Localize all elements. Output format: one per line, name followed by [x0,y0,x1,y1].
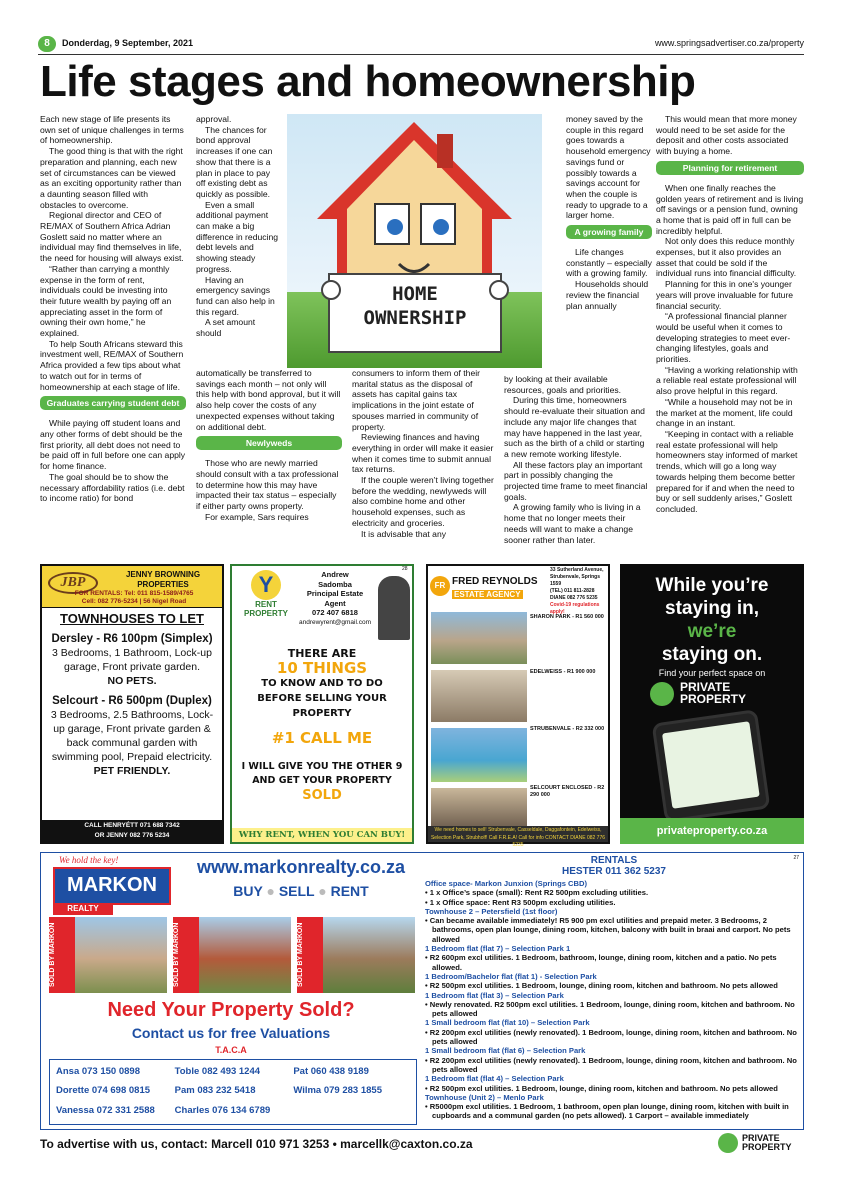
fr-logo: FR [430,576,450,596]
listing-item: • Newly renovated. R2 500pm excl utilities. 1 Bedroom, lounge, dining room, kitchen and bathroom. No pets allowed [425,999,795,1019]
fr-listing-3: STRUBENVALE - R2 332 000 [530,726,605,732]
pp-brand [680,681,746,705]
agent-contact[interactable]: Dorette 074 698 0815 [56,1085,151,1097]
fr-footer: We need homes to sell! Strubenvale, Casseldale, Daggafontein, Edelweiss, Selection Park, Strubholf! Call F.R.E.A! Call for info CONTACT DIANE 082 776 5235 [428,826,608,842]
ten-things: 10 THINGS [276,659,368,677]
article-column-2-bottom [196,368,342,556]
pp-find: Find your perfect space on [658,668,766,678]
jbp-listing-2-desc: 3 Bedrooms, 2.5 Bathrooms, Lock-up garage, Front private garden & back communal garden with swimming pool, Prepaid electricity. [50,709,214,763]
fr-agency: ESTATE AGENCY [454,590,521,599]
markon-hold: We hold the key! [59,855,119,865]
listing-heading: 1 Bedroom/Bachelor flat (flat 1) - Selection Park [425,971,597,981]
ad-private-property[interactable] [620,564,804,844]
article-column-5 [656,114,804,556]
paragraph: Each new stage of life presents its own set of unique challenges in terms of homeownership. [40,114,184,146]
agent-contact[interactable]: Toble 082 493 1244 [174,1066,261,1077]
y-rent-logo [236,568,296,638]
phone-icon [652,709,771,823]
markon-realty-tag: REALTY [53,903,113,915]
header-rule [38,54,804,55]
markon-agents-grid [49,1059,417,1125]
paragraph: When one finally reaches the golden years of retirement and is living off savings or a pension fund, owning a home that is paid off in full can be incredibly helpful. [656,182,804,236]
paragraph: A growing family who is living in a home that no longer meets their needs will want to make a change sooner rather than later. [504,502,641,545]
ad-ref: 28 [402,566,408,572]
paragraph: Households should review the financial plan annually [566,279,649,311]
paragraph: The goal should be to show the necessary affordability ratios (i.e. debt to income ratio) for bond [40,471,185,504]
buy-sell-rent: BUY ● SELL ● RENT [233,883,369,899]
advertise-footer: To advertise with us, contact: Marcell 010 971 3253 • marcellk@caxton.co.za [40,1137,473,1151]
pp-footer-icon [718,1133,738,1153]
fr-listing-2: EDELWEISS - R1 900 000 [530,669,596,675]
jbp-call-2: OR JENNY 082 776 5234 [94,832,170,839]
jbp-listing-1: Dersley - R6 100pm (Simplex) [51,633,213,645]
paragraph: money saved by the couple in this regard goes towards a household emergency savings fund or possibly towards a savings account for when the couple is ready to upgrade to a larger home. [566,114,651,221]
agent-name-2: Sadomba [318,579,352,589]
paragraph: To help South Africans steward this investment well, RE/MAX of Southern Africa provided a few tips about what to watch out for in terms of homeownership at each stage of life. [40,338,184,392]
subheading-retirement: Planning for retirement [656,161,804,175]
pp-brand-2: PROPERTY [680,692,747,706]
paragraph: “Having a working relationship with a reliable real estate professional will also prove helpful in this regard. [656,364,798,397]
jbp-listing-2: Selcourt - R6 500pm (Duplex) [52,695,212,707]
pp-footer-brand-1: PRIVATE [742,1133,780,1143]
paragraph: The chances for bond approval increases if one can show that there is a plan in place to pay off existing debt as quickly as possible. [196,124,273,199]
listing-item: • R2 200pm excl utilities (newly renovated). 1 Bedroom, lounge, dining room, kitchen and bathroom. No pets allowed [425,1055,797,1074]
listing-heading: 1 Small bedroom flat (flat 6) – Selection Park [425,1046,586,1056]
ad-markon-realty[interactable] [40,852,804,1130]
jbp-name-1: JENNY BROWNING [125,570,201,579]
subheading-growing-family: A growing family [566,225,652,239]
paragraph: Those who are newly married should consult with a tax professional to determine how this may have impacted their tax status – especially if either party owns property. [196,458,339,512]
pp-logo-icon [650,682,674,706]
markon-ref: 27 [793,855,799,861]
article-column-4-bottom [504,374,650,556]
agent-contact[interactable]: Pam 083 232 5418 [174,1085,256,1097]
agent-role-1: Principal Estate [306,589,364,598]
image-caption: HOME OWNERSHIP [363,283,467,329]
buy-label: BUY [233,883,263,899]
pp-url[interactable]: privateproperty.co.za [620,818,804,844]
pp-footer-brand [742,1134,792,1152]
fr-diane[interactable]: DIANE 082 776 5235 [550,595,598,601]
jbp-name [104,570,222,590]
paragraph: A set amount should [196,317,256,339]
pp-line-2: staying in, [665,598,759,619]
page-number: 8 [38,36,56,52]
paragraph: Reviewing finances and having everything in order will make it easier when it comes time to submit annual tax returns. [352,432,494,475]
listing-item: • 1 x Office space: Rent R3 500pm excluding utilities. [425,897,616,907]
article-column-4-top [566,114,652,374]
listing-item: • R2 600pm excl utilities. 1 Bedroom, bathroom, lounge, dining room, kitchen and a patio. No pets allowed. [425,953,777,972]
listing-item: • R2 200pm excl utilities (newly renovated). 1 Bedroom, lounge, dining room, kitchen and bathroom. No pets allowed [425,1027,797,1047]
agent-phone[interactable]: 072 407 6818 [312,608,358,617]
fr-listings [530,614,608,799]
fr-addr-2: Strubenvale, Springs 1559 [550,574,601,587]
issue-date: Donderdag, 9 September, 2021 [62,38,194,48]
agent-contact[interactable]: Charles 076 134 6789 [174,1104,271,1116]
rental-listings [425,879,803,1121]
paragraph: If the couple weren’t living together before the wedding, newlyweds will also combine home and other household expenses, such as electricity and groceries. [352,475,494,528]
paragraph: It is advisable that any [361,528,447,539]
ad-y-rent-property[interactable] [230,564,414,844]
article-title: Life stages and homeownership [40,57,696,106]
listing-item: • 1 x Office’s space (small): Rent R2 500pm excluding utilities. [425,888,649,898]
paragraph: Planning for this in one's younger years will prove invaluable for future financial security. [656,279,794,311]
fr-photo-3 [431,728,527,782]
pp-line-1: While you’re [655,575,769,596]
paragraph: The good thing is that with the right preparation and planning, each new set of circumstances can be viewed as an exciting opportunity rather than a daunting season filled with obstacles to overcome. [40,146,183,210]
fr-name: FRED REYNOLDS [452,576,538,587]
y-logo-letter: Y [251,570,281,600]
paragraph: Not only does this reduce monthly expenses, but it also provides an asset that could be sold if the individual runs into financial difficulty. [656,236,797,279]
give-text: I WILL GIVE YOU THE OTHER 9 AND GET YOUR PROPERTY [241,761,403,786]
fr-photo-4 [431,788,527,830]
sell-label: SELL [278,883,315,899]
agent-contact[interactable]: Vanessa 072 331 2588 [56,1104,155,1116]
article-column-1 [40,114,186,556]
paragraph: “A professional financial planner would be useful when it comes to developing strategies to meet ever-changing lifestyles, goals and priorities. [656,311,791,365]
pp-line-4: staying on. [661,644,763,665]
sold-ribbon-3: SOLD BY MARKON [297,917,323,993]
subheading-newlyweds: Newlyweds [196,436,342,450]
article-column-2-top [196,114,278,368]
pp-footer-brand-2: PROPERTY [742,1142,792,1152]
fr-tel[interactable]: (TEL) 011 811-2828 [550,588,595,594]
listing-heading: 1 Bedroom flat (flat 7) – Selection Park 1 [425,944,571,954]
paragraph: “Rather than carrying a monthly expense in the form of rent, individuals could be investing into their future wealth by paying off an appreciating asset in the form of owning their own home,” he explained. [40,263,172,339]
agent-photo [378,576,410,640]
listing-heading: Townhouse 2 – Petersfield (1st floor) [425,906,558,916]
listing-item: • R2 500pm excl utilities. 1 Bedroom, lounge, dining room, kitchen and bathroom. No pets allowed [425,981,778,991]
markon-need-sold: Need Your Property Sold? [107,999,355,1021]
jbp-cell: Cell: 082 776-5234 | 56 Nigel Road [81,598,187,605]
page-header [38,36,804,52]
paragraph: Even a small additional payment can make a big difference in reducing debt levels and showing steady progress. [196,199,279,274]
rent-label: RENT [330,883,369,899]
article-column-3 [352,368,496,556]
why-rent-banner: WHY RENT, WHEN YOU CAN BUY! [232,828,412,842]
jbp-heading: TOWNHOUSES TO LET [60,611,204,626]
paragraph: by looking at their available resources, goals and priorities. [504,374,622,395]
listing-item: • R2 500pm excl utilities. 1 Bedroom, lounge, dining room, kitchen and bathroom. No pets allowed [425,1083,778,1093]
agent-details [296,570,374,627]
agent-name-1: Andrew [321,570,349,579]
markon-url[interactable]: www.markonrealty.co.za [196,857,406,877]
jbp-pet-friendly: PET FRIENDLY. [93,765,171,777]
paragraph: For example, Sars requires [205,511,309,522]
know-text: TO KNOW AND TO DO BEFORE SELLING YOUR PROPERTY [257,678,387,719]
sold-ribbon-2: SOLD BY MARKON [173,917,199,993]
pp-line-3: we’re [687,621,737,642]
pp-slogan [620,574,804,666]
markon-photo-3 [297,917,415,993]
fr-covid: Covid-19 regulations apply! [550,602,600,615]
paragraph: consumers to inform them of their marital status as the disposal of assets has capital gains tax implications in the joint estate of spouses married in community of property. [352,368,480,432]
sold-text: SOLD [302,788,342,803]
agent-contact[interactable]: Wilma 079 283 1855 [293,1085,382,1097]
jbp-no-pets: NO PETS. [107,675,157,687]
jbp-name-2: PROPERTIES [137,580,189,589]
fr-photo-1 [431,612,527,664]
agent-role-2: Agent [324,598,346,608]
ad-fred-reynolds[interactable] [426,564,610,848]
paragraph: Regional director and CEO of RE/MAX of Southern Africa Adrian Goslett said no matter where an individual may find themselves in life, the need for housing will always exist. [40,210,184,264]
paragraph: Life changes constantly – especially with a growing family. [566,247,652,279]
fr-addr-1: 33 Sutherland Avenue, [550,567,604,573]
home-ownership-illustration [287,114,542,368]
paragraph: Having an emergency savings fund can also help in this regard. [196,274,275,317]
listing-heading: 1 Bedroom flat (flat 4) – Selection Park [425,1074,564,1084]
jbp-call-1: CALL HENRYÉTT 071 688 7342 [84,822,180,829]
there-are: THERE ARE [287,647,357,660]
paragraph: “While a household may not be in the market at the moment, life could change in an instant. [656,396,793,429]
listing-heading: Townhouse (Unit 2) – Menlo Park [425,1092,544,1102]
fr-photo-2 [431,670,527,722]
sold-ribbon-1: SOLD BY MARKON [49,917,75,993]
paragraph: During this time, homeowners should re-evaluate their situation and include any major life changes that may have happened in the last year, such as the birth of a child or starting a new remote working lifestyle. [504,395,645,459]
listing-item: • Can became available immediately! R5 900 pm excl utilities and prepaid meter. 3 Bedrooms, 2 bathrooms, open plan lounge, dining room, kitchen, balcony with built in braai and carport. No pets allowed [425,916,791,944]
markon-taca: T.A.C.A [215,1045,247,1055]
markon-rentals [425,853,803,1129]
paragraph: All these factors play an important part in possibly changing the projected time frame to meet financial goals. [504,459,648,502]
y-rent-pitch [238,646,406,803]
listing-heading: 1 Bedroom flat (flat 3) – Selection Park [425,990,564,1000]
listing-heading: 1 Small bedroom flat (flat 10) – Selection Park [425,1018,590,1028]
agent-contact[interactable]: Pat 060 438 9189 [293,1066,369,1077]
subheading-graduates: Graduates carrying student debt [40,396,186,410]
paragraph: automatically be transferred to savings each month – not only will this help with bond approval, but it will also help cover the costs of any unexpected expenses without taking on additional debt. [196,368,341,432]
site-url[interactable]: www.springsadvertiser.co.za/property [654,38,804,48]
paragraph: “Keeping in contact with a reliable real estate professional will help homeowners stay informed of market trends, which will go a long way towards helping them become better prepared for if and when the need to buy or sell suddenly arises,” Goslett concluded. [656,428,798,514]
rentals-title: RENTALS [590,855,638,866]
call-me: #1 CALL ME [271,729,373,747]
paragraph: approval. [196,114,232,124]
markon-photo-1 [49,917,167,993]
agent-email[interactable]: andrewyrent@gmail.com [299,618,371,626]
markon-photo-2 [173,917,291,993]
listing-heading: Office space- Markon Junxion (Springs CBD) [425,879,588,888]
paragraph: While paying off student loans and any other forms of debt should be the first priority, all debt does not need to be paid off in full before one can apply for home finance. [40,418,186,472]
logo-property: PROPERTY [243,609,288,618]
logo-rent: RENT [255,600,277,609]
jbp-logo: JBP [48,572,98,594]
jbp-rentals: FOR RENTALS: Tel: 011 815-1589/4765 [74,590,194,597]
ad-jenny-browning[interactable] [40,564,224,844]
rentals-phone[interactable]: HESTER 011 362 5237 [562,866,666,877]
pp-brand-1: PRIVATE [680,680,731,694]
listing-item: • R5000pm excl utilities. 1 Bedroom, 1 bathroom, open plan lounge, dining room, kitchen with built in cupboards and a communal garden (no pets allowed). 1 Carport – available immediately [425,1102,789,1121]
agent-contact[interactable]: Ansa 073 150 0898 [56,1066,140,1077]
jbp-listing-1-desc: 3 Bedrooms, 1 Bathroom, Lock-up garage, Front private garden. [52,647,212,673]
markon-valuations: Contact us for free Valuations [131,1025,331,1041]
paragraph: This would mean that more money would need to be set aside for the deposit and other costs associated with buying a home. [656,114,797,157]
fr-listing-1: SHARON PARK - R1 560 000 [530,614,604,620]
fr-listing-4: SELCOURT ENCLOSED - R2 290 000 [530,785,605,798]
markon-logo: MARKON [53,867,171,905]
fr-contact [550,567,610,616]
